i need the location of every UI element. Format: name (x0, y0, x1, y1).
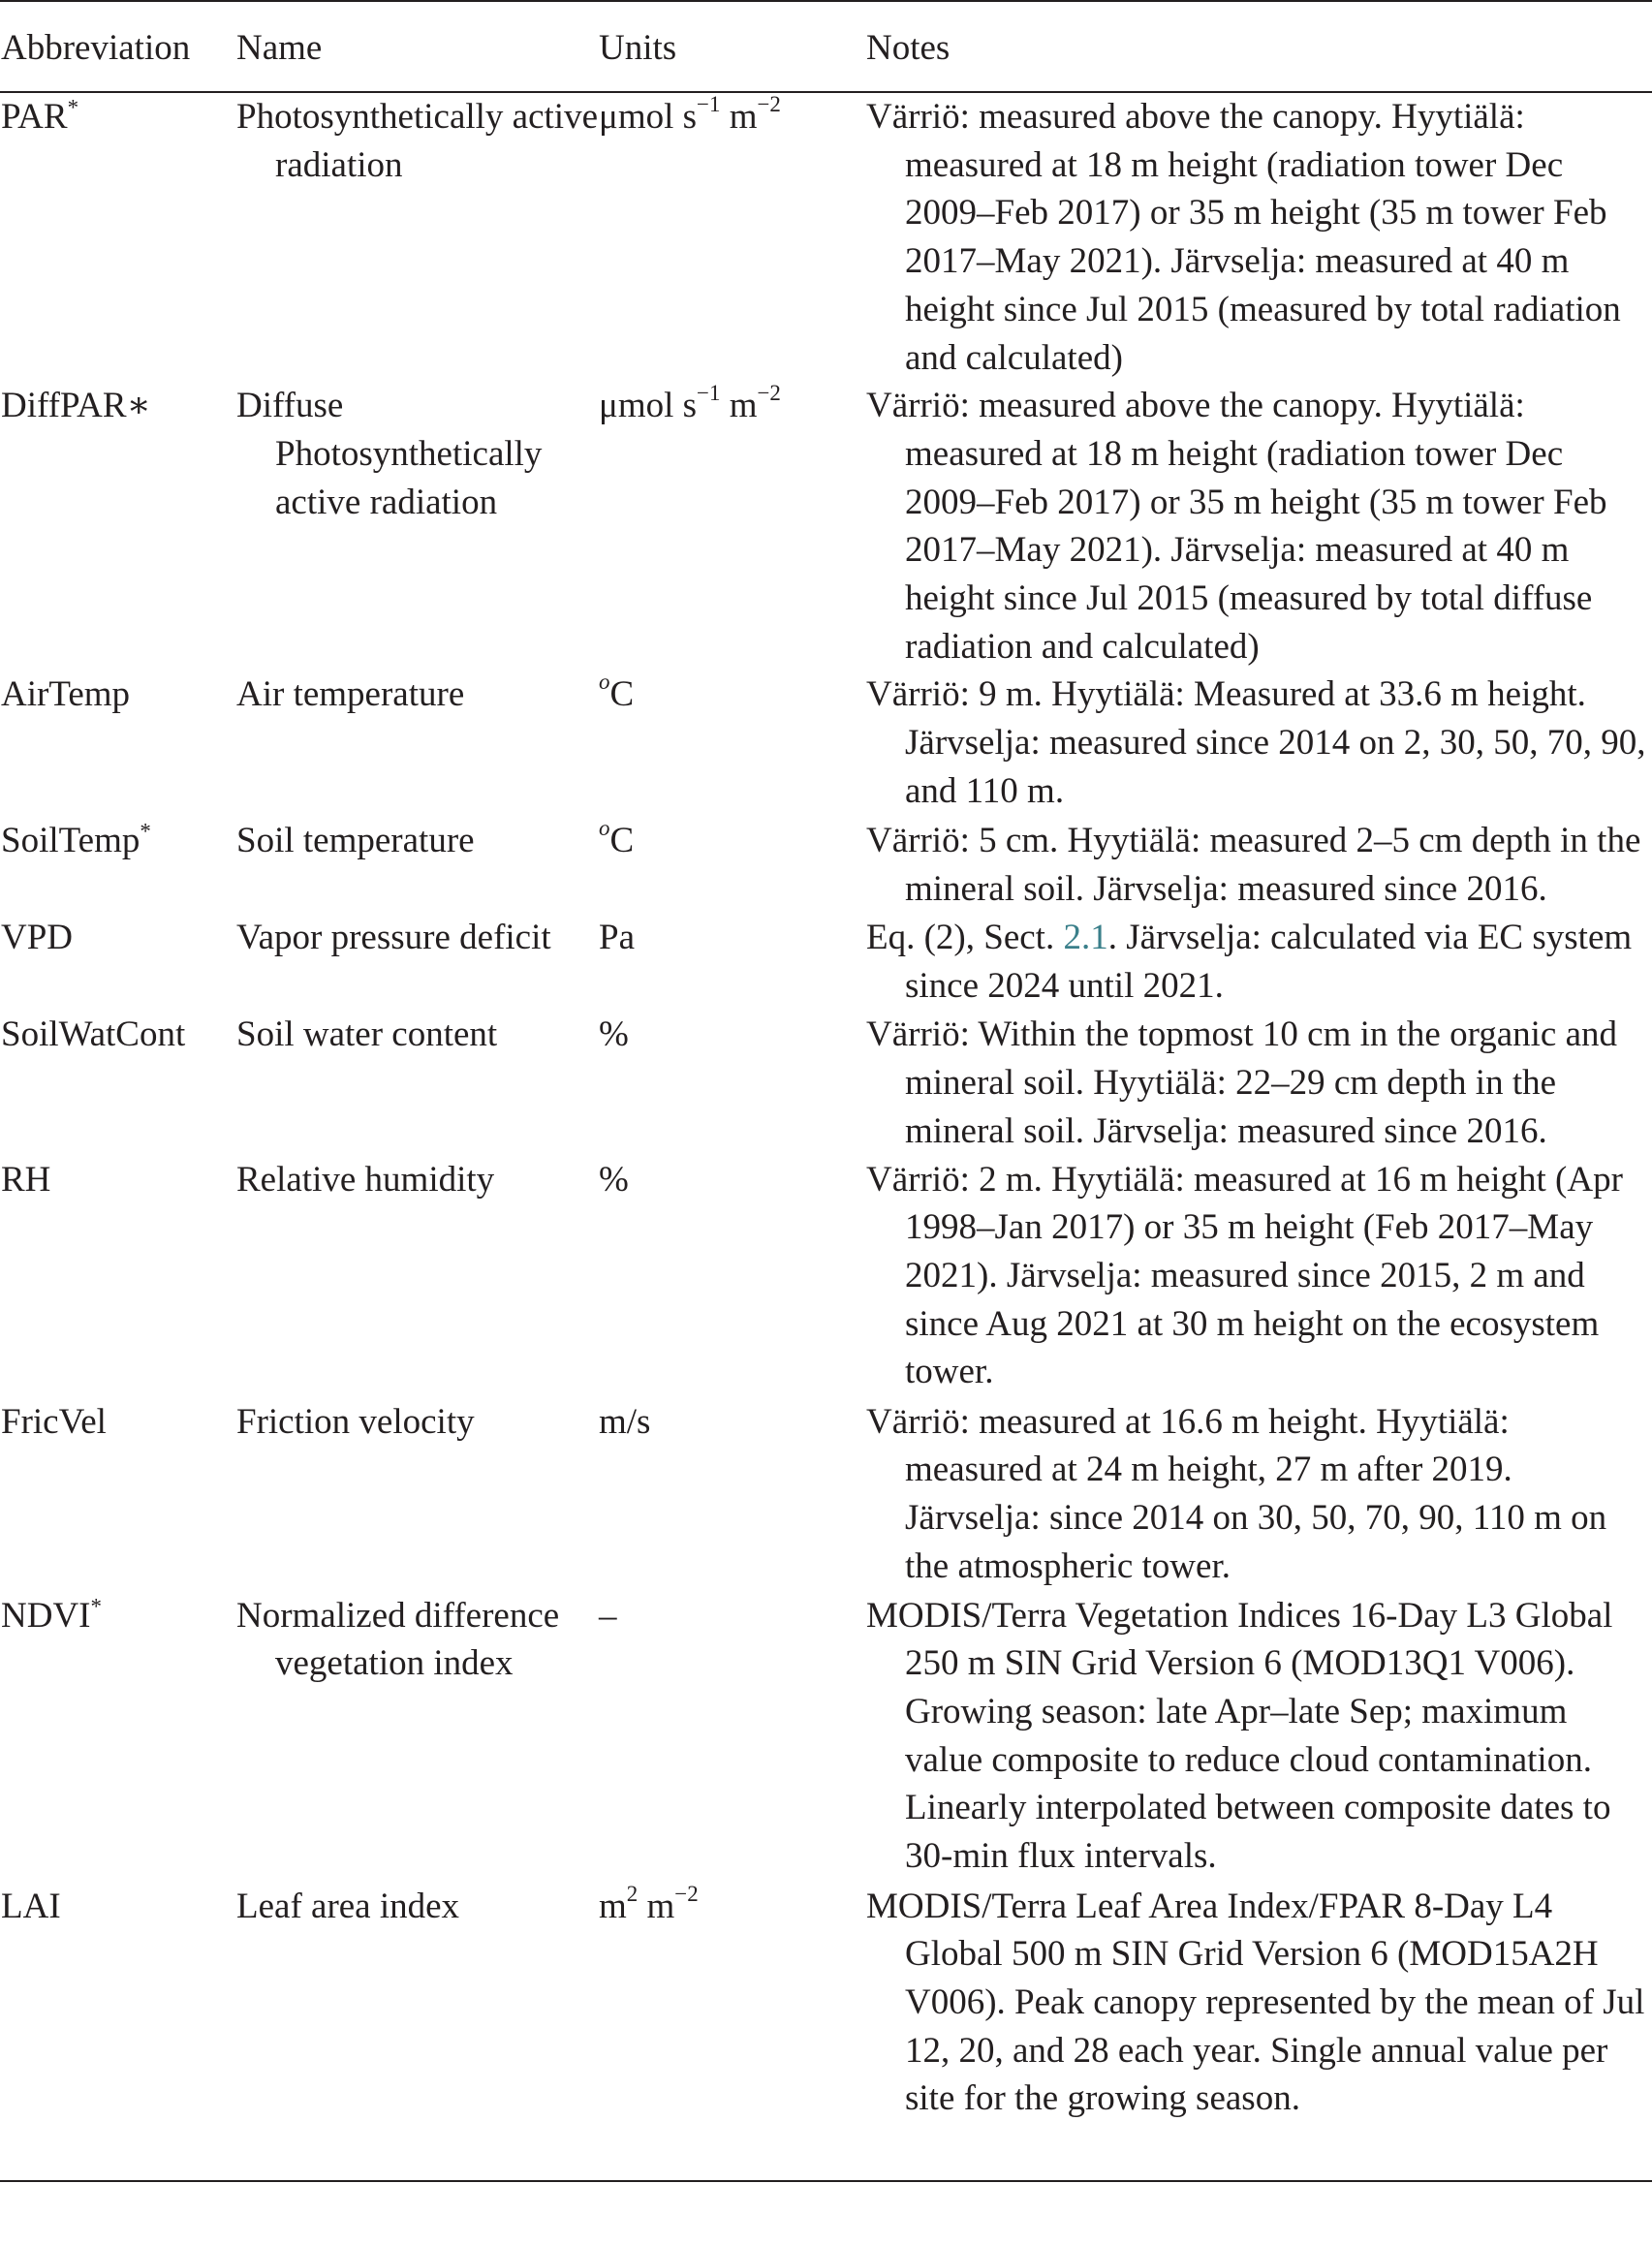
units-cell (599, 92, 866, 382)
table-header-row (0, 1, 1652, 92)
notes-cell (866, 817, 1652, 914)
units-base: m (599, 1886, 627, 1926)
units-cell (599, 1883, 866, 2181)
table-row (0, 1592, 1652, 1883)
notes-cell (866, 1398, 1652, 1592)
units-middle: m (720, 97, 758, 137)
table-row (0, 92, 1652, 382)
name-text: Soil water content (236, 1014, 498, 1055)
units-base: m/s (599, 1401, 651, 1442)
name-cell (236, 1883, 599, 2181)
units-base: % (599, 1014, 629, 1055)
table-row (0, 1011, 1652, 1155)
abbreviation-text: SoilWatCont (1, 1014, 186, 1055)
abbreviation-text: AirTemp (1, 674, 131, 715)
header-abbreviation: Abbreviation (0, 1, 236, 92)
notes-cell (866, 1011, 1652, 1155)
notes-text: MODIS/Terra Vegetation Indices 16-Day L3 Global 250 m SIN Grid Version 6 (MOD13Q1 V006). Growing season: late Apr–late Sep; maximum value composite to reduce cloud contamination. Linearly interpolated between composite dates to 30-min flux intervals. (866, 1595, 1613, 1877)
table-row (0, 914, 1652, 1011)
name-cell (236, 817, 599, 914)
table-row (0, 1156, 1652, 1398)
notes-text: Värriö: measured above the canopy. Hyytiälä: measured at 18 m height (radiation tower Dec 2009–Feb 2017) or 35 m height (35 m tower Feb 2017–May 2021). Järvselja: measured at 40 m height since Jul 2015 (measured by total radiation and calculated) (866, 97, 1621, 378)
table-row (0, 1398, 1652, 1592)
name-text: Soil temperature (236, 821, 475, 861)
name-text: Relative humidity (236, 1159, 495, 1200)
units-degree: o (599, 816, 610, 841)
notes-text: Värriö: 2 m. Hyytiälä: measured at 16 m height (Apr 1998–Jan 2017) or 35 m height (Feb 2017–May 2021). Järvselja: measured since 2015, 2 m and since Aug 2021 at 30 m height on the ecosystem tower. (866, 1159, 1623, 1392)
name-text: Friction velocity (236, 1401, 475, 1442)
header-units: Units (599, 1, 866, 92)
abbreviation-text: RH (1, 1159, 51, 1200)
footnote-marker: * (90, 1593, 102, 1618)
name-text: Vapor pressure deficit (236, 918, 551, 958)
units-exponent: −2 (674, 1881, 699, 1906)
abbreviation-cell (0, 1592, 236, 1883)
units-base: – (599, 1595, 617, 1636)
units-cell (599, 1592, 866, 1883)
abbreviation-cell (0, 92, 236, 382)
units-middle: m (638, 1886, 675, 1926)
notes-text: Värriö: 5 cm. Hyytiälä: measured 2–5 cm depth in the mineral soil. Järvselja: measured since 2016. (866, 821, 1641, 910)
units-cell (599, 1398, 866, 1592)
notes-text: Värriö: measured at 16.6 m height. Hyytiälä: measured at 24 m height, 27 m after 2019. Järvselja: since 2014 on 30, 50, 70, 90, 110 m on the atmospheric tower. (866, 1401, 1607, 1586)
units-base: C (609, 821, 635, 861)
units-cell (599, 1156, 866, 1398)
name-text: Leaf area index (236, 1886, 460, 1926)
abbreviation-cell (0, 1883, 236, 2181)
notes-cell (866, 382, 1652, 671)
name-cell (236, 914, 599, 1011)
table-row (0, 671, 1652, 817)
units-exponent: −1 (697, 91, 721, 116)
notes-cell (866, 1156, 1652, 1398)
notes-text: Värriö: Within the topmost 10 cm in the organic and mineral soil. Hyytiälä: 22–29 cm depth in the mineral soil. Järvselja: measured since 2016. (866, 1014, 1618, 1151)
notes-text-part: . Järvselja: calculated via EC system since 2024 until 2021. (905, 918, 1633, 1007)
abbreviation-cell (0, 1011, 236, 1155)
footnote-marker: ∗ (126, 386, 151, 426)
name-text: Photosynthetically active radiation (236, 97, 598, 185)
abbreviation-text: NDVI (1, 1595, 91, 1636)
units-cell (599, 382, 866, 671)
notes-text: Värriö: measured above the canopy. Hyytiälä: measured at 18 m height (radiation tower Dec 2009–Feb 2017) or 35 m height (35 m tower Feb 2017–May 2021). Järvselja: measured at 40 m height since Jul 2015 (measured by total diffuse radiation and calculated) (866, 386, 1607, 667)
units-cell (599, 817, 866, 914)
notes-cell (866, 671, 1652, 817)
notes-text (866, 914, 1652, 1010)
notes-text-part: Eq. (2), Sect. (866, 918, 1064, 958)
name-text: Air temperature (236, 674, 465, 715)
abbreviation-text: SoilTemp (1, 821, 140, 861)
units-cell (599, 914, 866, 1011)
abbreviation-cell (0, 1398, 236, 1592)
abbreviation-cell (0, 671, 236, 817)
units-exponent: −1 (697, 381, 721, 406)
header-notes: Notes (866, 1, 1652, 92)
units-degree: o (599, 670, 610, 695)
abbreviation-text: FricVel (1, 1401, 107, 1442)
units-cell (599, 1011, 866, 1155)
units-exponent: 2 (626, 1881, 639, 1906)
notes-cell (866, 1592, 1652, 1883)
name-text: Diffuse Photosynthetically active radiation (236, 386, 543, 522)
units-exponent: −2 (757, 91, 781, 116)
abbreviation-text: PAR (1, 97, 68, 137)
name-cell (236, 1592, 599, 1883)
notes-text: MODIS/Terra Leaf Area Index/FPAR 8-Day L4 Global 500 m SIN Grid Version 6 (MOD15A2H V006). Peak canopy represented by the mean of Jul 12, 20, and 28 each year. Single annual value per site for the growing season. (866, 1886, 1645, 2119)
units-base: C (609, 674, 635, 715)
notes-cell (866, 914, 1652, 1011)
notes-cell (866, 1883, 1652, 2181)
name-cell (236, 382, 599, 671)
abbreviation-text: VPD (1, 918, 74, 958)
abbreviation-cell (0, 914, 236, 1011)
abbreviation-cell (0, 817, 236, 914)
units-exponent: −2 (757, 381, 781, 406)
notes-cell (866, 92, 1652, 382)
section-link[interactable]: 2.1 (1063, 918, 1108, 958)
name-cell (236, 1156, 599, 1398)
units-base: % (599, 1159, 629, 1200)
units-cell (599, 671, 866, 817)
units-base: μmol s (599, 97, 698, 137)
units-base: μmol s (599, 386, 698, 426)
units-middle: m (720, 386, 758, 426)
table-row (0, 382, 1652, 671)
footnote-marker: * (140, 819, 151, 844)
notes-text: Värriö: 9 m. Hyytiälä: Measured at 33.6 m height. Järvselja: measured since 2014 on 2, 30, 50, 70, 90, and 110 m. (866, 674, 1646, 811)
name-cell (236, 92, 599, 382)
name-text: Normalized difference vegetation index (236, 1595, 560, 1684)
table-row (0, 1883, 1652, 2181)
abbreviation-cell (0, 1156, 236, 1398)
header-name: Name (236, 1, 599, 92)
abbreviation-text: DiffPAR (1, 386, 127, 426)
footnote-marker: * (67, 95, 79, 120)
table-row (0, 817, 1652, 914)
units-base: Pa (599, 918, 635, 958)
name-cell (236, 1398, 599, 1592)
name-cell (236, 1011, 599, 1155)
abbreviation-text: LAI (1, 1886, 61, 1926)
name-cell (236, 671, 599, 817)
abbreviation-cell (0, 382, 236, 671)
